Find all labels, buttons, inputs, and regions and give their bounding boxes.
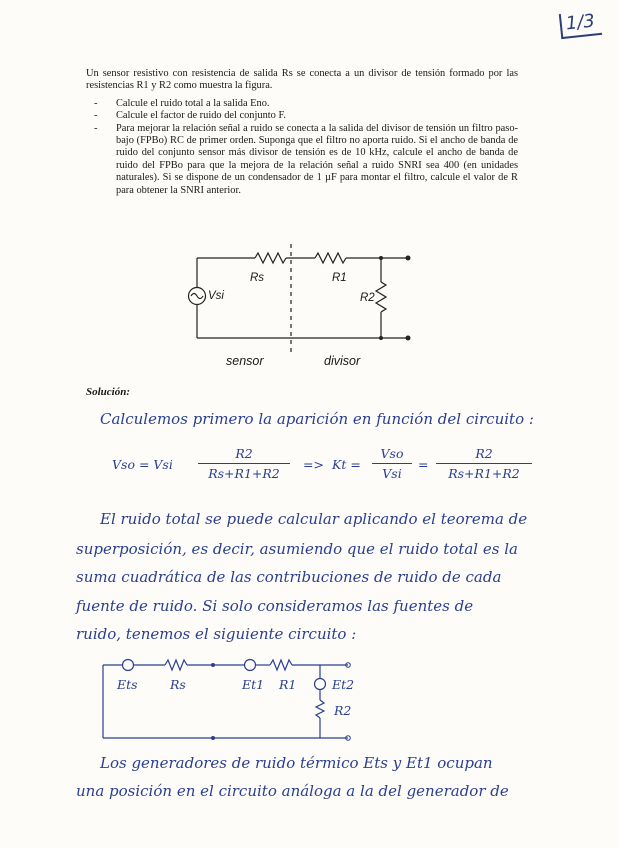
bullet-item: - Calcule el factor de ruido del conjunto F. [116,110,518,122]
fraction-denominator: Vsi [382,466,402,481]
junction-node [211,736,215,740]
bullet-item: - Calcule el ruido total a la salida Eno. [116,98,518,110]
handwritten-line: fuente de ruido. Si solo consideramos las fuentes de [76,597,474,615]
resistor-r2-hand [316,700,324,718]
fraction-numerator: Vso [372,446,412,464]
handwritten-line: El ruido total se puede calcular aplicando el teorema de [100,510,528,528]
label-r1-hand: R1 [279,677,297,692]
equation-equals: = [418,457,429,472]
label-et1: Et1 [242,677,265,692]
equation-arrow: => [303,457,324,472]
label-vsi: Vsi [208,290,224,302]
noise-source-et1-icon [245,660,256,671]
fraction-denominator: Rs+R1+R2 [208,466,280,481]
resistor-r1-hand [270,660,292,670]
problem-intro: Un sensor resistivo con resistencia de salida Rs se conecta a un divisor de tensión formado por las resistencias R1 y R2 como muestra la figura. [86,68,518,92]
handwritten-line: una posición en el circuito análoga a la del generador de [76,782,509,800]
noise-source-ets-icon [123,660,134,671]
solution-heading: Solución: [86,386,131,398]
fraction-numerator: R2 [198,446,290,464]
label-r1: R1 [332,272,347,284]
caption-divisor: divisor [324,354,361,368]
page-number: 1/3 [559,10,602,39]
handwritten-line: Los generadores de ruido térmico Ets y Et1 ocupan [100,754,493,772]
label-rs-hand: Rs [170,677,186,692]
handwritten-line: superposición, es decir, asumiendo que el ruido total es la [76,540,518,558]
label-ets: Ets [117,677,138,692]
handwritten-line: ruido, tenemos el siguiente circuito : [76,625,357,643]
label-et2: Et2 [332,677,355,692]
handwritten-line: Calculemos primero la aparición en función del circuito : [100,410,534,428]
noise-source-et2-icon [315,679,326,690]
bullet-item: - Para mejorar la relación señal a ruido se conecta a la salida del divisor de tensión un filtro paso-bajo (FPBo) RC de primer orden. Suponga que el filtro no aporta ruido. Si el ancho de banda de ruido del conjunto sensor más divisor de tensión es de 10 kHz, calcule el ancho de banda de ruido del FPBo para que la mejora de la relación señal a ruido SNRI sea 400 (en unidades naturales). Si se dispone de un condensador de 1 µF para montar el filtro, calcule el valor de R para obtener la SNRI anterior. [116,123,518,197]
resistor-rs-hand [165,660,187,670]
label-r2-hand: R2 [334,703,352,718]
label-rs: Rs [250,272,265,284]
junction-node [211,663,215,667]
equation-kt-lhs: Kt = [332,457,361,472]
label-r2: R2 [360,292,375,304]
equation-vso-lhs: Vso = Vsi [112,457,173,472]
fraction-denominator: Rs+R1+R2 [448,466,520,481]
handwritten-line: suma cuadrática de las contribuciones de ruido de cada [76,568,502,586]
fraction-numerator: R2 [436,446,532,464]
caption-sensor: sensor [226,354,264,368]
